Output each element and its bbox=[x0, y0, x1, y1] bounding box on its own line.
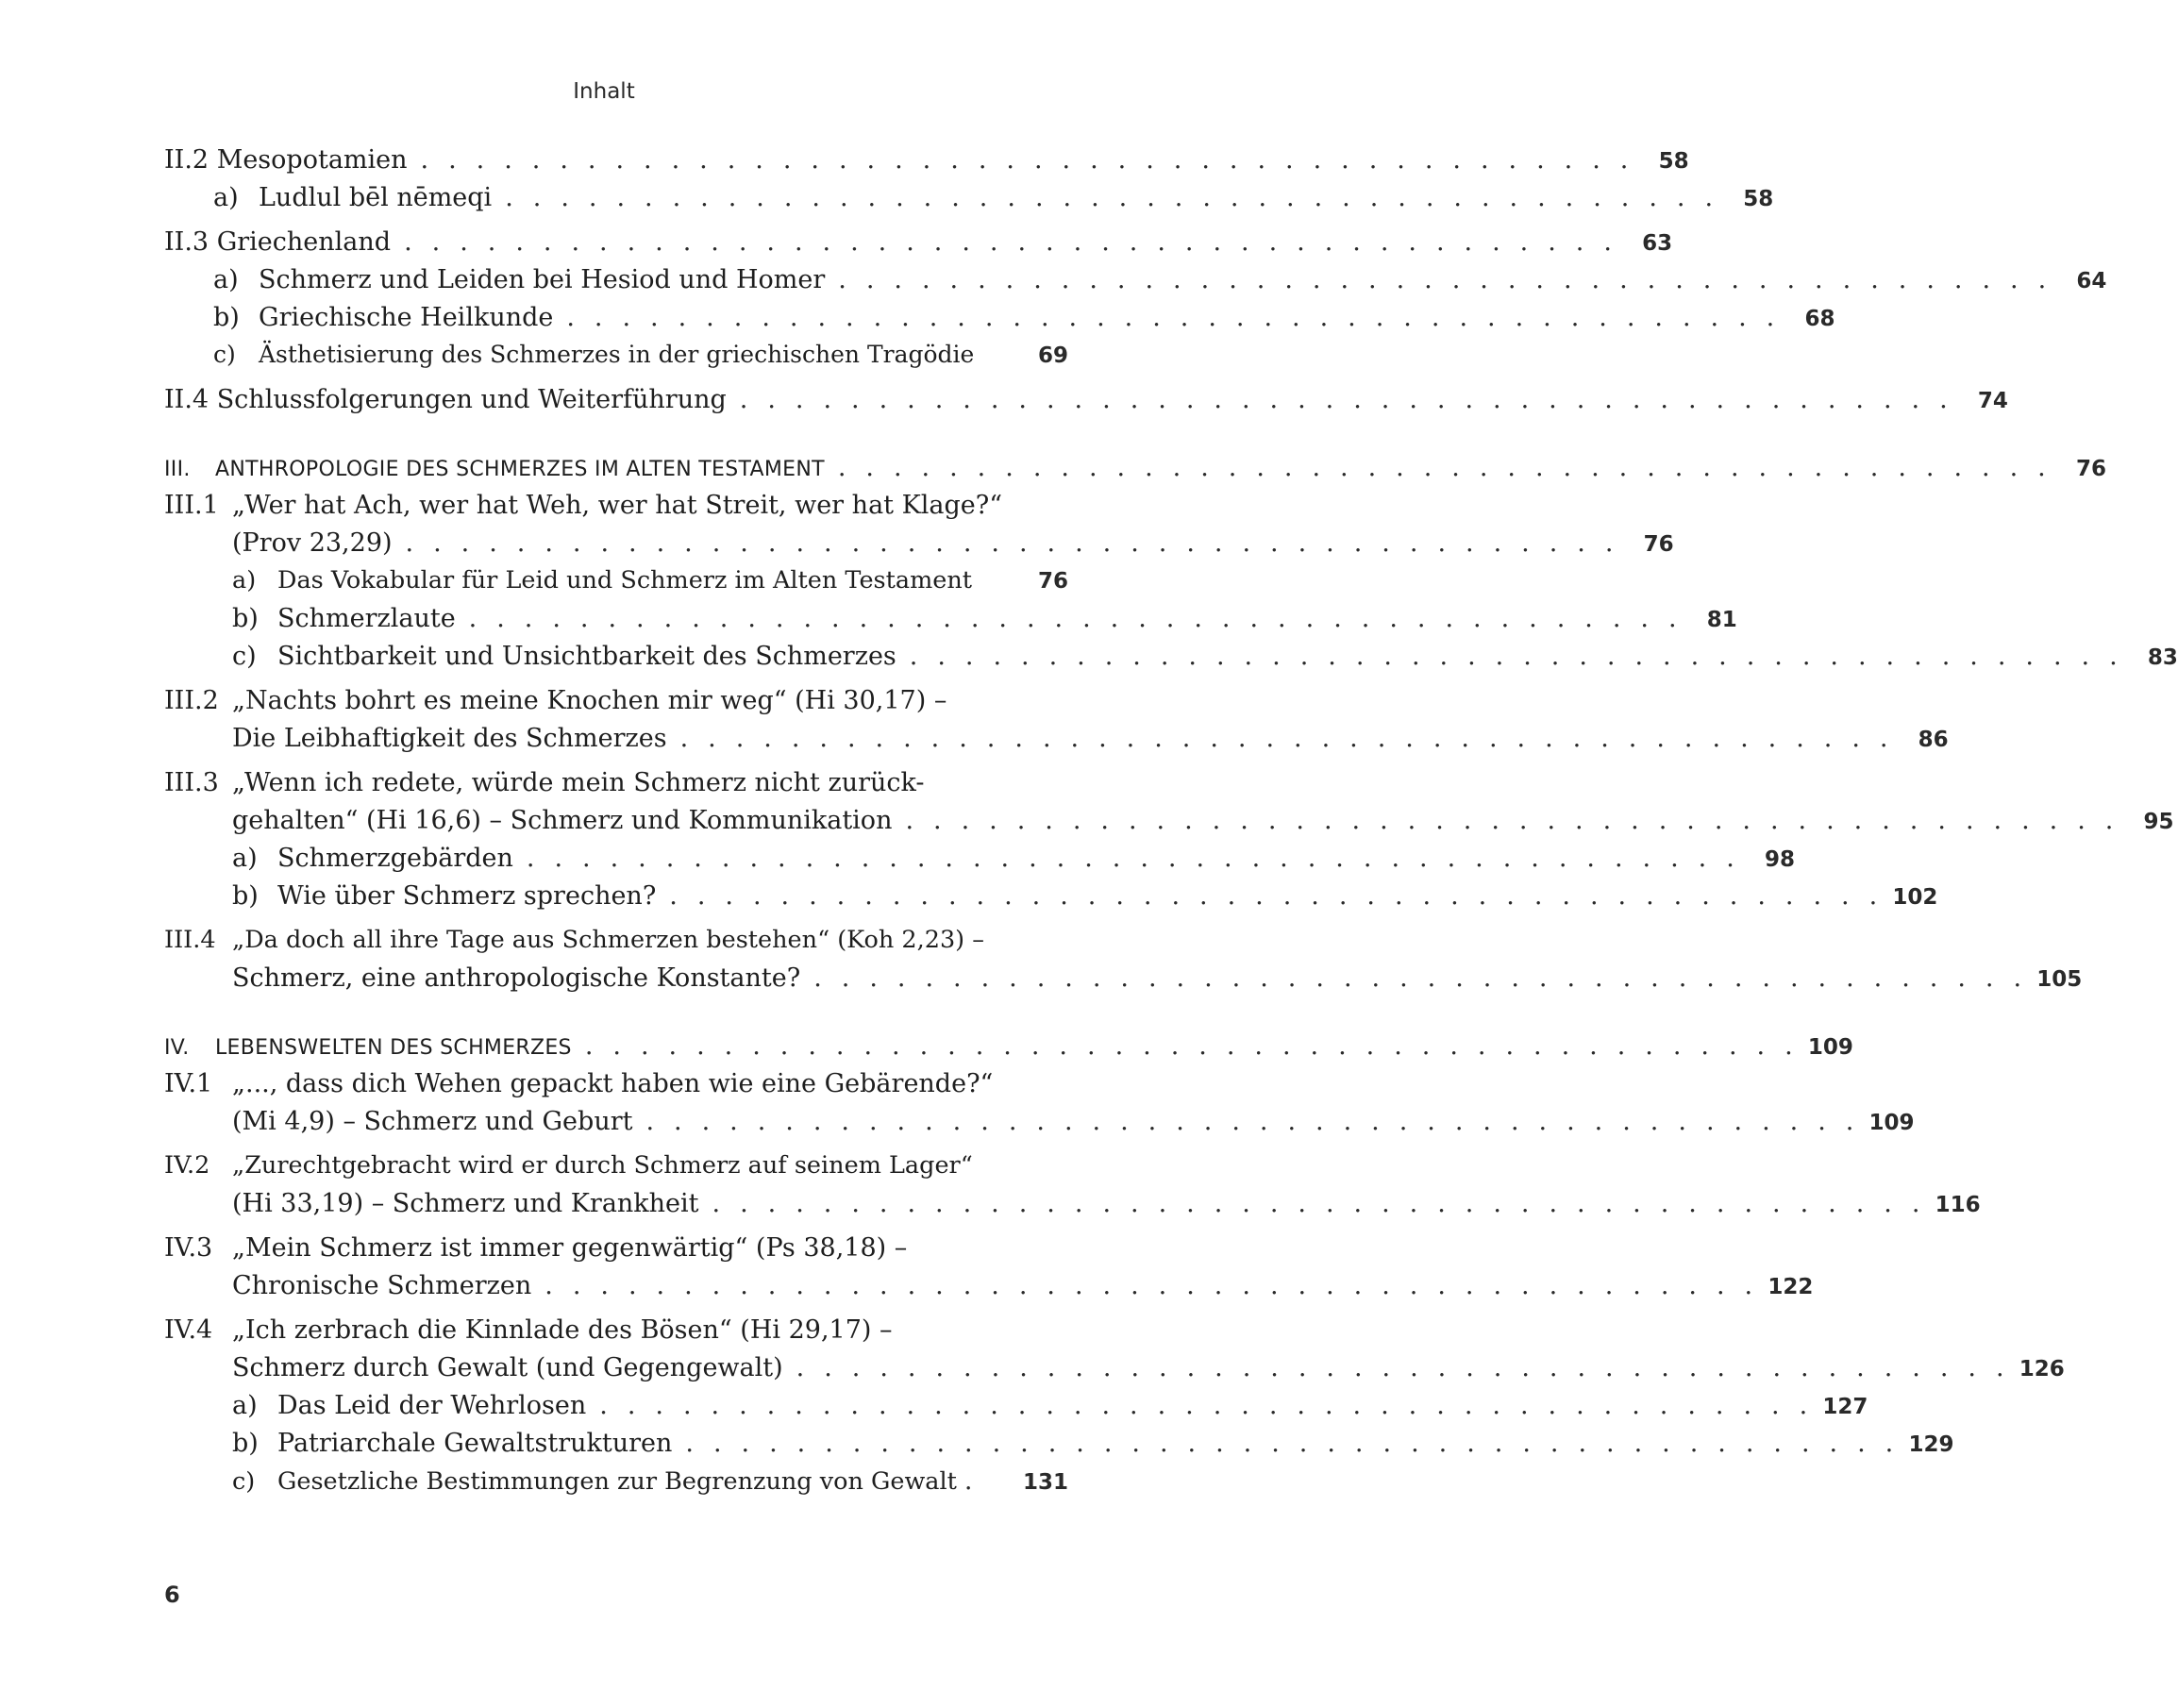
entry-number: a) bbox=[232, 566, 257, 594]
toc-entry: a) Schmerz und Leiden bei Hesiod und Homer . . . . . . . . . . . . . . . . . . . . . . . . . . . . . . . . . . . . . . . . . . . . 64 bbox=[213, 265, 2107, 294]
toc-entry bbox=[164, 341, 1068, 378]
toc-entry-continuation: (Mi 4,9) – Schmerz und Geburt . . . . . . . . . . . . . . . . . . . . . . . . . . . . . . . . . . . . . . . . . . . . 109 bbox=[232, 1107, 1915, 1136]
entry-page: 68 bbox=[1804, 307, 1835, 331]
chapter-title: LEBENSWELTEN DES SCHMERZES bbox=[215, 1036, 572, 1060]
toc-entry: a) Das Leid der Wehrlosen . . . . . . . . . . . . . . . . . . . . . . . . . . . . . . . . . . . . . . . . . . . . 127 bbox=[232, 1391, 1868, 1420]
toc-entry-continuation: Die Leibhaftigkeit des Schmerzes . . . . . . . . . . . . . . . . . . . . . . . . . . . . . . . . . . . . . . . . . . . . 86 bbox=[232, 724, 1949, 753]
toc-entry-continuation: (Prov 23,29) . . . . . . . . . . . . . . . . . . . . . . . . . . . . . . . . . . . . . . . . . . . . 76 bbox=[232, 528, 1674, 558]
entry-title: Schmerz und Leiden bei Hesiod und Homer bbox=[259, 265, 826, 294]
entry-number: IV.1 bbox=[164, 1069, 213, 1098]
toc-entry bbox=[164, 1069, 1068, 1107]
toc-entry: b) Patriarchale Gewaltstrukturen . . . . . . . . . . . . . . . . . . . . . . . . . . . . . . . . . . . . . . . . . . . . 129 bbox=[232, 1429, 1954, 1458]
toc-entry bbox=[164, 491, 1068, 528]
entry-number: II.2 bbox=[164, 145, 209, 175]
entry-number: IV.3 bbox=[164, 1233, 213, 1263]
chapter-title: ANTHROPOLOGIE DES SCHMERZES IM ALTEN TESTAMENT bbox=[215, 458, 825, 481]
entry-title-cont: Chronische Schmerzen bbox=[232, 1271, 532, 1300]
toc-entry bbox=[164, 686, 1068, 724]
entry-title: Wie über Schmerz sprechen? bbox=[277, 881, 657, 911]
entry-page: 58 bbox=[1658, 149, 1689, 174]
entry-title-cont: Schmerz durch Gewalt (und Gegengewalt) bbox=[232, 1353, 783, 1382]
entry-title: Patriarchale Gewaltstrukturen bbox=[277, 1429, 673, 1458]
toc-entry-continuation: (Hi 33,19) – Schmerz und Krankheit . . . . . . . . . . . . . . . . . . . . . . . . . . . . . . . . . . . . . . . . . . . . 116 bbox=[232, 1189, 1981, 1218]
entry-page: 127 bbox=[1822, 1395, 1868, 1419]
toc-entry bbox=[164, 768, 1068, 806]
toc-entry-continuation: Chronische Schmerzen . . . . . . . . . . . . . . . . . . . . . . . . . . . . . . . . . . . . . . . . . . . . 122 bbox=[232, 1271, 1814, 1300]
entry-number: c) bbox=[232, 1467, 256, 1496]
toc-entry: II.4 Schlussfolgerungen und Weiterführung . . . . . . . . . . . . . . . . . . . . . . . . . . . . . . . . . . . . . . . . . . . . 74 bbox=[164, 385, 2008, 414]
entry-number: a) bbox=[232, 844, 258, 873]
entry-number: II.4 bbox=[164, 385, 209, 414]
entry-title: Gesetzliche Bestimmungen zur Begrenzung von Gewalt bbox=[277, 1467, 957, 1496]
chapter-number: IV. bbox=[164, 1036, 190, 1060]
toc-entry: c) Gesetzliche Bestimmungen zur Begrenzung von Gewalt . 131 bbox=[232, 1466, 1068, 1496]
chapter-number: III. bbox=[164, 458, 191, 481]
toc-entry-continuation: Schmerz durch Gewalt (und Gegengewalt) . . . . . . . . . . . . . . . . . . . . . . . . . . . . . . . . . . . . . . . . . . . . 126 bbox=[232, 1353, 2065, 1382]
toc-entry: II.3 Griechenland . . . . . . . . . . . . . . . . . . . . . . . . . . . . . . . . . . . . . . . . . . . . 63 bbox=[164, 227, 1673, 257]
entry-number: c) bbox=[232, 642, 257, 671]
entry-page: 109 bbox=[1868, 1111, 1915, 1135]
toc-entry bbox=[164, 926, 1068, 963]
toc-entry: a) Schmerzgebärden . . . . . . . . . . . . . . . . . . . . . . . . . . . . . . . . . . . . . . . . . . . . 98 bbox=[232, 844, 1796, 873]
entry-page: 105 bbox=[2036, 967, 2083, 992]
entry-number: III.2 bbox=[164, 686, 219, 715]
entry-page: 83 bbox=[2147, 645, 2178, 670]
entry-title: Schlussfolgerungen und Weiterführung bbox=[216, 385, 727, 414]
entry-page: 76 bbox=[1037, 569, 1068, 594]
entry-number: III.3 bbox=[164, 768, 219, 797]
entry-page: 76 bbox=[1643, 532, 1674, 557]
entry-title-cont: (Hi 33,19) – Schmerz und Krankheit bbox=[232, 1189, 699, 1218]
entry-page: 116 bbox=[1935, 1193, 1981, 1217]
entry-page: 74 bbox=[1977, 389, 2008, 413]
entry-title: „Ich zerbrach die Kinnlade des Bösen“ (Hi 29,17) – bbox=[232, 1315, 893, 1345]
entry-number: c) bbox=[213, 341, 236, 368]
entry-page: 69 bbox=[1037, 343, 1068, 368]
entry-number: III.1 bbox=[164, 491, 219, 520]
page-number: 6 bbox=[164, 1582, 180, 1608]
entry-page: 122 bbox=[1768, 1275, 1814, 1299]
entry-page: 102 bbox=[1892, 885, 1938, 910]
entry-title: „Wenn ich redete, würde mein Schmerz nicht zurück- bbox=[232, 768, 925, 797]
entry-title-cont: (Prov 23,29) bbox=[232, 528, 393, 558]
entry-title: „Nachts bohrt es meine Knochen mir weg“ (Hi 30,17) – bbox=[232, 686, 947, 715]
entry-title: Griechische Heilkunde bbox=[259, 303, 554, 332]
entry-page: 81 bbox=[1706, 608, 1737, 632]
toc-entry-continuation: Schmerz, eine anthropologische Konstante? . . . . . . . . . . . . . . . . . . . . . . . . . . . . . . . . . . . . . . . . . . . . 105 bbox=[232, 963, 2083, 993]
running-header: Inhalt bbox=[573, 79, 635, 104]
entry-title: „Da doch all ihre Tage aus Schmerzen bestehen“ (Koh 2,23) – bbox=[232, 926, 984, 954]
entry-title-cont: Die Leibhaftigkeit des Schmerzes bbox=[232, 724, 667, 753]
entry-title: Sichtbarkeit und Unsichtbarkeit des Schmerzes bbox=[277, 642, 896, 671]
entry-page: 98 bbox=[1765, 847, 1796, 872]
entry-page: 131 bbox=[1022, 1470, 1068, 1495]
entry-title: „Mein Schmerz ist immer gegenwärtig“ (Ps 38,18) – bbox=[232, 1233, 908, 1263]
table-of-contents bbox=[164, 145, 2178, 1504]
entry-number: a) bbox=[213, 265, 239, 294]
entry-title: Ludlul bēl nēmeqi bbox=[259, 183, 493, 212]
entry-number: IV.2 bbox=[164, 1151, 210, 1180]
chapter-page: 109 bbox=[1807, 1035, 1853, 1060]
entry-page: 126 bbox=[2019, 1357, 2065, 1381]
toc-entry-continuation: gehalten“ (Hi 16,6) – Schmerz und Kommunikation . . . . . . . . . . . . . . . . . . . . . . . . . . . . . . . . . . . . . . . . . . . . 95 bbox=[232, 806, 2174, 835]
toc-entry: II.2 Mesopotamien . . . . . . . . . . . . . . . . . . . . . . . . . . . . . . . . . . . . . . . . . . . . 58 bbox=[164, 145, 1689, 175]
toc-entry: b) Griechische Heilkunde . . . . . . . . . . . . . . . . . . . . . . . . . . . . . . . . . . . . . . . . . . . . 68 bbox=[213, 303, 1835, 332]
entry-number: b) bbox=[232, 881, 259, 911]
entry-title: Schmerzgebärden bbox=[277, 844, 513, 873]
entry-number: a) bbox=[213, 183, 239, 212]
entry-title: „Zurechtgebracht wird er durch Schmerz auf seinem Lager“ bbox=[232, 1151, 973, 1180]
entry-number: b) bbox=[232, 604, 259, 633]
entry-page: 129 bbox=[1908, 1432, 1954, 1457]
entry-page: 64 bbox=[2076, 269, 2107, 293]
entry-page: 63 bbox=[1642, 231, 1673, 256]
entry-title: Das Leid der Wehrlosen bbox=[277, 1391, 587, 1420]
entry-page: 95 bbox=[2143, 810, 2174, 834]
entry-title-cont: Schmerz, eine anthropologische Konstante? bbox=[232, 963, 801, 993]
entry-number: IV.4 bbox=[164, 1315, 213, 1345]
entry-title: „..., dass dich Wehen gepackt haben wie eine Gebärende?“ bbox=[232, 1069, 994, 1098]
chapter-page: 76 bbox=[2075, 457, 2106, 481]
entry-number: a) bbox=[232, 1391, 258, 1420]
entry-title: Das Vokabular für Leid und Schmerz im Alten Testament bbox=[277, 566, 973, 594]
entry-number: III.4 bbox=[164, 926, 216, 954]
toc-entry: a) Ludlul bēl nēmeqi . . . . . . . . . . . . . . . . . . . . . . . . . . . . . . . . . . . . . . . . . . . . 58 bbox=[213, 183, 1774, 212]
entry-title: Schmerzlaute bbox=[277, 604, 456, 633]
toc-entry bbox=[164, 1233, 1068, 1271]
entry-number: b) bbox=[232, 1429, 259, 1458]
toc-entry: c) Sichtbarkeit und Unsichtbarkeit des Schmerzes . . . . . . . . . . . . . . . . . . . . . . . . . . . . . . . . . . . . . . . . . . . . 83 bbox=[232, 642, 2178, 671]
toc-entry: b) Schmerzlaute . . . . . . . . . . . . . . . . . . . . . . . . . . . . . . . . . . . . . . . . . . . . 81 bbox=[232, 604, 1737, 633]
toc-entry bbox=[164, 1315, 1068, 1353]
entry-title: Griechenland bbox=[216, 227, 392, 257]
toc-entry bbox=[164, 1151, 1068, 1189]
entry-title-cont: gehalten“ (Hi 16,6) – Schmerz und Kommunikation bbox=[232, 806, 893, 835]
entry-number: b) bbox=[213, 303, 240, 332]
entry-number: II.3 bbox=[164, 227, 209, 257]
entry-title: Mesopotamien bbox=[216, 145, 408, 175]
toc-chapter: III. ANTHROPOLOGIE DES SCHMERZES IM ALTEN TESTAMENT . . . . . . . . . . . . . . . . . . . . . . . . . . . . . . . . . . . . . . . . . . . . 76 bbox=[164, 453, 2106, 482]
toc-chapter: IV. LEBENSWELTEN DES SCHMERZES . . . . . . . . . . . . . . . . . . . . . . . . . . . . . . . . . . . . . . . . . . . . 109 bbox=[164, 1031, 1853, 1061]
toc-entry bbox=[164, 566, 1068, 604]
entry-title-cont: (Mi 4,9) – Schmerz und Geburt bbox=[232, 1107, 633, 1136]
entry-title: Ästhetisierung des Schmerzes in der griechischen Tragödie bbox=[259, 341, 975, 368]
entry-title: „Wer hat Ach, wer hat Weh, wer hat Streit, wer hat Klage?“ bbox=[232, 491, 1003, 520]
entry-page: 58 bbox=[1743, 187, 1774, 211]
toc-entry: b) Wie über Schmerz sprechen? . . . . . . . . . . . . . . . . . . . . . . . . . . . . . . . . . . . . . . . . . . . . 102 bbox=[232, 881, 1938, 911]
entry-page: 86 bbox=[1918, 728, 1949, 752]
